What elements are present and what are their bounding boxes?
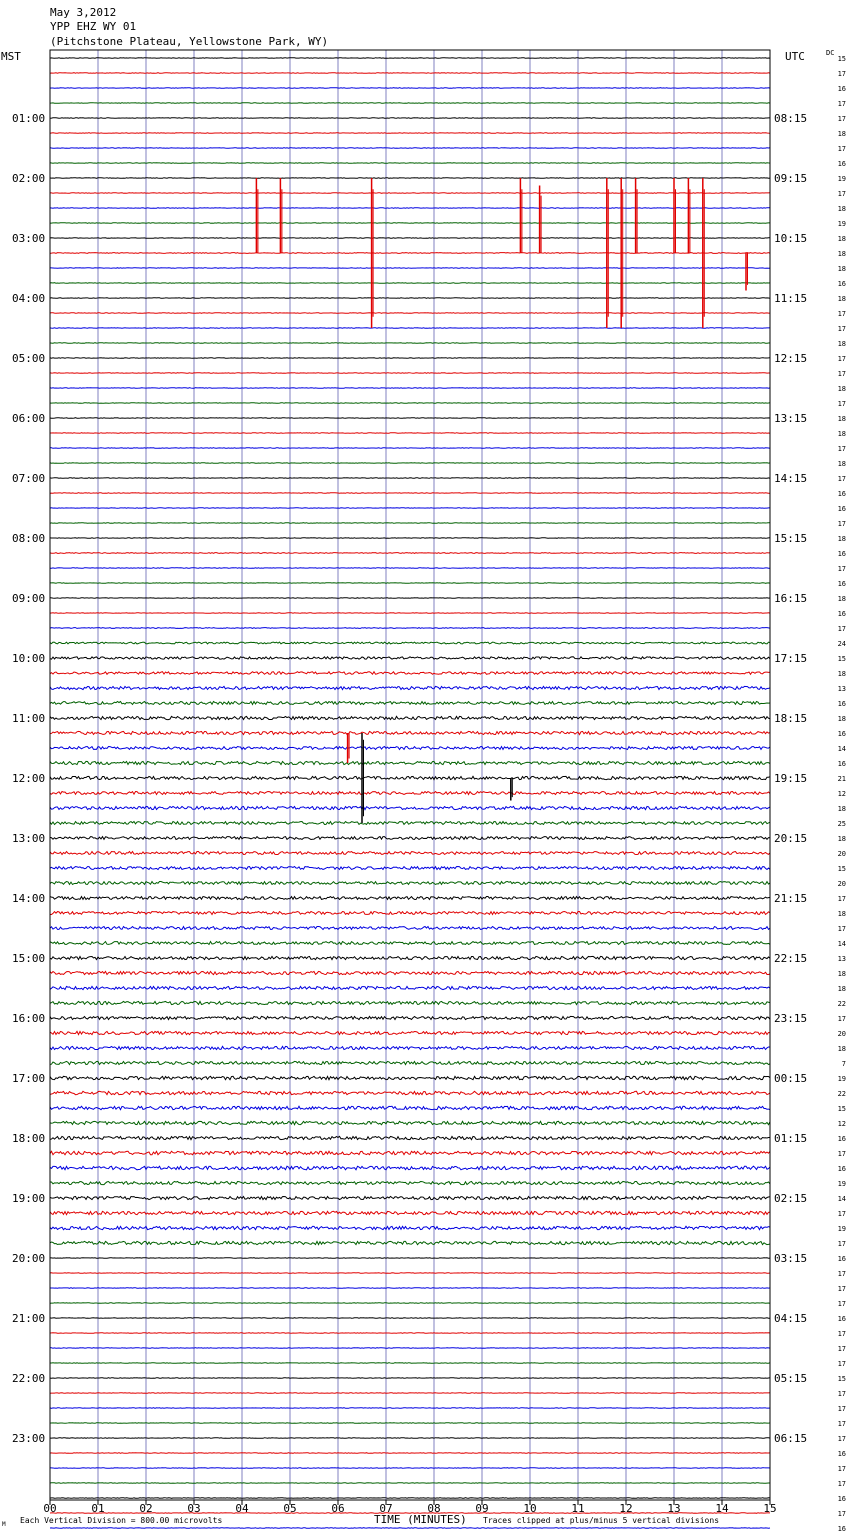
seismic-trace bbox=[50, 1333, 770, 1334]
seismic-trace bbox=[50, 716, 770, 719]
seismic-trace bbox=[50, 163, 770, 164]
mst-hour-label: 02:00 bbox=[12, 172, 46, 185]
x-tick-label: 12 bbox=[619, 1502, 633, 1515]
seismic-trace bbox=[50, 418, 770, 419]
seismic-trace bbox=[50, 478, 770, 479]
seismic-trace bbox=[50, 613, 770, 614]
dc-offset-label: 18 bbox=[837, 295, 846, 303]
dc-offset-label: 13 bbox=[837, 685, 846, 693]
utc-hour-label: 12:15 bbox=[774, 352, 808, 365]
seismic-trace bbox=[50, 686, 770, 689]
dc-offset-label: 16 bbox=[837, 160, 846, 168]
dc-offset-label: 17 bbox=[837, 475, 846, 483]
dc-offset-label: 19 bbox=[837, 1075, 846, 1083]
dc-offset-label: 18 bbox=[837, 835, 846, 843]
mst-hour-label: 11:00 bbox=[12, 712, 46, 725]
mst-hour-label: 13:00 bbox=[12, 832, 46, 845]
dc-offset-label: 16 bbox=[837, 730, 846, 738]
seismic-trace bbox=[50, 942, 770, 945]
seismic-trace bbox=[50, 792, 770, 795]
seismic-trace bbox=[50, 1106, 770, 1109]
clip-note: Traces clipped at plus/minus 5 vertical divisions bbox=[483, 1516, 720, 1525]
seismic-trace bbox=[50, 553, 770, 554]
seismic-trace bbox=[50, 343, 770, 344]
dc-offset-label: 18 bbox=[837, 385, 846, 393]
seismic-trace bbox=[50, 1303, 770, 1304]
dc-offset-label: 13 bbox=[837, 955, 846, 963]
dc-offset-label: 18 bbox=[837, 235, 846, 243]
dc-offset-label: 16 bbox=[837, 1255, 846, 1263]
x-tick-label: 13 bbox=[667, 1502, 681, 1515]
mst-hour-label: 16:00 bbox=[12, 1012, 46, 1025]
dc-offset-label: 18 bbox=[837, 970, 846, 978]
utc-hour-label: 09:15 bbox=[774, 172, 808, 185]
seismic-trace bbox=[50, 1453, 770, 1454]
dc-offset-label: 19 bbox=[837, 1225, 846, 1233]
dc-offset-label: 16 bbox=[837, 550, 846, 558]
mst-hour-labels bbox=[12, 112, 45, 1445]
utc-hour-label: 06:15 bbox=[774, 1432, 808, 1445]
dc-offset-label: 16 bbox=[837, 1495, 846, 1503]
seismic-trace bbox=[50, 1196, 770, 1199]
seismic-trace bbox=[50, 298, 770, 299]
dc-offset-label: 17 bbox=[837, 145, 846, 153]
utc-hour-label: 13:15 bbox=[774, 412, 808, 425]
seismic-trace bbox=[50, 1091, 770, 1094]
seismic-trace bbox=[50, 313, 770, 314]
mst-hour-label: 15:00 bbox=[12, 952, 46, 965]
seismic-trace bbox=[50, 1378, 770, 1379]
seismic-trace bbox=[50, 971, 770, 974]
seismic-trace bbox=[50, 118, 770, 119]
utc-hour-label: 19:15 bbox=[774, 772, 808, 785]
seismic-trace bbox=[50, 731, 770, 734]
utc-hour-label: 00:15 bbox=[774, 1072, 808, 1085]
dc-offset-label: 18 bbox=[837, 430, 846, 438]
dc-offset-label: 18 bbox=[837, 265, 846, 273]
dc-offset-label: 15 bbox=[837, 1375, 846, 1383]
seismic-trace bbox=[50, 882, 770, 885]
dc-offset-label: 17 bbox=[837, 1150, 846, 1158]
seismic-trace bbox=[50, 1363, 770, 1364]
dc-offset-label: 17 bbox=[837, 445, 846, 453]
seismic-trace bbox=[50, 253, 770, 254]
corner-mark: M bbox=[2, 1521, 6, 1528]
dc-offset-label: 16 bbox=[837, 490, 846, 498]
seismic-trace bbox=[50, 822, 770, 825]
record-date: May 3,2012 bbox=[50, 6, 117, 19]
seismic-traces bbox=[50, 58, 770, 1534]
seismic-trace bbox=[50, 1181, 770, 1184]
seismic-trace bbox=[50, 776, 770, 779]
seismic-trace bbox=[50, 1408, 770, 1409]
mst-hour-label: 22:00 bbox=[12, 1372, 46, 1385]
seismic-trace bbox=[50, 1166, 770, 1170]
seismic-trace bbox=[50, 702, 770, 705]
dc-offset-label: 12 bbox=[837, 1120, 846, 1128]
seismic-trace bbox=[50, 268, 770, 269]
seismic-trace bbox=[50, 852, 770, 855]
seismic-trace bbox=[50, 178, 770, 179]
seismic-trace bbox=[50, 388, 770, 389]
seismic-trace bbox=[50, 223, 770, 224]
seismic-trace bbox=[50, 448, 770, 449]
x-tick-label: 02 bbox=[139, 1502, 153, 1515]
seismic-trace bbox=[50, 1016, 770, 1019]
dc-offset-label: 20 bbox=[837, 850, 846, 858]
seismic-trace bbox=[50, 1211, 770, 1214]
seismic-trace bbox=[50, 912, 770, 915]
mst-hour-label: 20:00 bbox=[12, 1252, 46, 1265]
x-tick-label: 05 bbox=[283, 1502, 297, 1515]
seismic-trace bbox=[50, 1423, 770, 1424]
dc-offset-label: 16 bbox=[837, 1165, 846, 1173]
dc-offset-label: 15 bbox=[837, 55, 846, 63]
utc-hour-label: 22:15 bbox=[774, 952, 808, 965]
mst-hour-label: 08:00 bbox=[12, 532, 46, 545]
seismic-trace bbox=[50, 208, 770, 209]
left-axis-title: MST bbox=[1, 50, 21, 63]
seismic-trace bbox=[50, 1076, 770, 1079]
x-tick-label: 15 bbox=[763, 1502, 777, 1515]
x-tick-label: 01 bbox=[91, 1502, 105, 1515]
seismic-trace bbox=[50, 897, 770, 900]
utc-hour-label: 01:15 bbox=[774, 1132, 808, 1145]
utc-hour-label: 08:15 bbox=[774, 112, 808, 125]
dc-offset-label: 14 bbox=[837, 940, 846, 948]
scale-note: Each Vertical Division = 800.00 microvolts bbox=[20, 1516, 223, 1525]
dc-label: DC bbox=[826, 49, 835, 57]
dc-offset-label: 17 bbox=[837, 520, 846, 528]
dc-offset-label: 22 bbox=[837, 1000, 846, 1008]
mst-hour-label: 01:00 bbox=[12, 112, 46, 125]
x-tick-label: 11 bbox=[571, 1502, 585, 1515]
seismic-trace bbox=[50, 598, 770, 599]
seismic-trace bbox=[50, 747, 770, 750]
seismic-trace bbox=[50, 508, 770, 509]
dc-offset-label: 16 bbox=[837, 760, 846, 768]
dc-offset-label: 16 bbox=[837, 700, 846, 708]
dc-offset-label: 17 bbox=[837, 1435, 846, 1443]
dc-offset-label: 17 bbox=[837, 355, 846, 363]
right-axis-title: UTC bbox=[785, 50, 805, 63]
dc-offset-label: 16 bbox=[837, 1315, 846, 1323]
dc-offset-label: 17 bbox=[837, 100, 846, 108]
dc-offset-label: 17 bbox=[837, 1330, 846, 1338]
station-location: (Pitchstone Plateau, Yellowstone Park, WY) bbox=[50, 35, 329, 48]
dc-offset-label: 19 bbox=[837, 175, 846, 183]
dc-offset-label: 20 bbox=[837, 1030, 846, 1038]
station-name: YPP EHZ WY 01 bbox=[50, 20, 137, 33]
dc-offset-label: 17 bbox=[837, 370, 846, 378]
mst-hour-label: 17:00 bbox=[12, 1072, 46, 1085]
seismic-trace bbox=[50, 1273, 770, 1274]
seismic-trace bbox=[50, 538, 770, 539]
mst-hour-label: 03:00 bbox=[12, 232, 46, 245]
dc-offset-label: 19 bbox=[837, 220, 846, 228]
dc-offset-label: 17 bbox=[837, 1285, 846, 1293]
dc-offset-label: 18 bbox=[837, 910, 846, 918]
utc-hour-label: 23:15 bbox=[774, 1012, 808, 1025]
seismic-trace bbox=[50, 628, 770, 629]
seismic-trace bbox=[50, 1498, 770, 1499]
dc-offset-label: 17 bbox=[837, 1210, 846, 1218]
seismic-trace bbox=[50, 1046, 770, 1049]
utc-hour-label: 21:15 bbox=[774, 892, 808, 905]
dc-offset-label: 14 bbox=[837, 1195, 846, 1203]
dc-offset-label: 18 bbox=[837, 340, 846, 348]
x-tick-label: 14 bbox=[715, 1502, 729, 1515]
mst-hour-label: 19:00 bbox=[12, 1192, 46, 1205]
x-tick-label: 03 bbox=[187, 1502, 201, 1515]
seismic-trace bbox=[50, 1136, 770, 1139]
utc-hour-label: 03:15 bbox=[774, 1252, 808, 1265]
seismic-trace bbox=[50, 1241, 770, 1244]
dc-offset-label: 14 bbox=[837, 745, 846, 753]
dc-offset-label: 18 bbox=[837, 1045, 846, 1053]
dc-offset-label: 19 bbox=[837, 1180, 846, 1188]
utc-hour-label: 10:15 bbox=[774, 232, 808, 245]
utc-hour-label: 16:15 bbox=[774, 592, 808, 605]
seismic-trace bbox=[50, 433, 770, 434]
seismic-trace bbox=[50, 1483, 770, 1484]
seismic-trace bbox=[50, 657, 770, 659]
seismic-trace bbox=[50, 133, 770, 134]
dc-offset-label: 17 bbox=[837, 400, 846, 408]
dc-offset-label: 18 bbox=[837, 250, 846, 258]
seismic-trace bbox=[50, 806, 770, 809]
seismic-trace bbox=[50, 373, 770, 374]
dc-offset-label: 18 bbox=[837, 595, 846, 603]
seismic-trace bbox=[50, 761, 770, 764]
mst-hour-label: 09:00 bbox=[12, 592, 46, 605]
dc-offset-label: 17 bbox=[837, 565, 846, 573]
utc-hour-label: 15:15 bbox=[774, 532, 808, 545]
utc-hour-label: 18:15 bbox=[774, 712, 808, 725]
seismic-trace bbox=[50, 238, 770, 239]
dc-offset-label: 17 bbox=[837, 325, 846, 333]
dc-offset-label: 16 bbox=[837, 1525, 846, 1533]
dc-offset-label: 18 bbox=[837, 670, 846, 678]
dc-offset-label: 20 bbox=[837, 880, 846, 888]
dc-offset-label: 16 bbox=[837, 280, 846, 288]
dc-offset-label: 16 bbox=[837, 1450, 846, 1458]
seismic-trace bbox=[50, 403, 770, 404]
dc-offset-label: 15 bbox=[837, 655, 846, 663]
seismic-trace bbox=[50, 1061, 770, 1064]
seismic-trace bbox=[50, 148, 770, 149]
seismic-trace bbox=[50, 956, 770, 959]
dc-offset-label: 16 bbox=[837, 85, 846, 93]
dc-offset-label: 17 bbox=[837, 1420, 846, 1428]
dc-offset-label: 7 bbox=[841, 1060, 846, 1068]
dc-offset-label: 17 bbox=[837, 1300, 846, 1308]
dc-offset-label: 17 bbox=[837, 925, 846, 933]
dc-offset-label: 16 bbox=[837, 610, 846, 618]
mst-hour-label: 06:00 bbox=[12, 412, 46, 425]
dc-offset-label: 21 bbox=[837, 775, 846, 783]
mst-hour-label: 14:00 bbox=[12, 892, 46, 905]
seismic-trace bbox=[50, 642, 770, 644]
dc-offset-label: 18 bbox=[837, 715, 846, 723]
x-tick-label: 09 bbox=[475, 1502, 489, 1515]
seismic-trace bbox=[50, 1528, 770, 1529]
seismic-trace bbox=[50, 463, 770, 464]
seismic-trace bbox=[50, 867, 770, 870]
mst-hour-label: 18:00 bbox=[12, 1132, 46, 1145]
seismic-trace bbox=[50, 583, 770, 584]
dc-offset-label: 17 bbox=[837, 1240, 846, 1248]
dc-offset-label: 22 bbox=[837, 1090, 846, 1098]
dc-offset-labels bbox=[838, 55, 846, 1534]
x-tick-label: 08 bbox=[427, 1502, 441, 1515]
seismic-trace bbox=[50, 358, 770, 359]
utc-hour-label: 05:15 bbox=[774, 1372, 808, 1385]
seismic-trace bbox=[50, 1151, 770, 1155]
seismic-trace bbox=[50, 88, 770, 89]
seismic-trace bbox=[50, 1258, 770, 1259]
seismic-trace bbox=[50, 986, 770, 989]
utc-hour-label: 14:15 bbox=[774, 472, 808, 485]
seismic-trace bbox=[50, 103, 770, 104]
mst-hour-label: 04:00 bbox=[12, 292, 46, 305]
dc-offset-label: 17 bbox=[837, 1465, 846, 1473]
x-tick-label: 07 bbox=[379, 1502, 393, 1515]
dc-offset-label: 16 bbox=[837, 505, 846, 513]
dc-offset-label: 17 bbox=[837, 895, 846, 903]
dc-offset-label: 18 bbox=[837, 460, 846, 468]
mst-hour-label: 21:00 bbox=[12, 1312, 46, 1325]
utc-hour-label: 11:15 bbox=[774, 292, 808, 305]
dc-offset-label: 25 bbox=[837, 820, 846, 828]
seismic-trace bbox=[50, 1001, 770, 1004]
dc-offset-label: 12 bbox=[837, 790, 846, 798]
dc-offset-label: 17 bbox=[837, 1480, 846, 1488]
mst-hour-label: 12:00 bbox=[12, 772, 46, 785]
dc-offset-label: 18 bbox=[837, 205, 846, 213]
dc-offset-label: 15 bbox=[837, 865, 846, 873]
dc-offset-label: 18 bbox=[837, 130, 846, 138]
seismic-trace bbox=[50, 1438, 770, 1439]
seismic-trace bbox=[50, 672, 770, 675]
dc-offset-label: 17 bbox=[837, 1405, 846, 1413]
dc-offset-label: 18 bbox=[837, 985, 846, 993]
utc-hour-label: 20:15 bbox=[774, 832, 808, 845]
dc-offset-label: 17 bbox=[837, 1360, 846, 1368]
dc-offset-label: 17 bbox=[837, 1270, 846, 1278]
seismic-trace bbox=[50, 1031, 770, 1034]
dc-offset-label: 18 bbox=[837, 535, 846, 543]
utc-hour-label: 04:15 bbox=[774, 1312, 808, 1325]
dc-offset-label: 17 bbox=[837, 1345, 846, 1353]
utc-hour-label: 17:15 bbox=[774, 652, 808, 665]
dc-offset-label: 17 bbox=[837, 115, 846, 123]
x-tick-label: 04 bbox=[235, 1502, 249, 1515]
mst-hour-label: 23:00 bbox=[12, 1432, 46, 1445]
seismic-trace bbox=[50, 73, 770, 74]
x-tick-label: 10 bbox=[523, 1502, 537, 1515]
seismic-trace bbox=[50, 493, 770, 494]
dc-offset-label: 17 bbox=[837, 1510, 846, 1518]
dc-offset-label: 15 bbox=[837, 1105, 846, 1113]
dc-offset-label: 18 bbox=[837, 415, 846, 423]
seismic-trace bbox=[50, 1121, 770, 1124]
seismic-trace bbox=[50, 283, 770, 284]
dc-offset-label: 17 bbox=[837, 190, 846, 198]
dc-offset-label: 17 bbox=[837, 70, 846, 78]
dc-offset-label: 18 bbox=[837, 805, 846, 813]
mst-hour-label: 05:00 bbox=[12, 352, 46, 365]
mst-hour-label: 07:00 bbox=[12, 472, 46, 485]
dc-offset-label: 17 bbox=[837, 625, 846, 633]
seismic-trace bbox=[50, 328, 770, 329]
seismic-trace bbox=[50, 568, 770, 569]
seismic-trace bbox=[50, 1288, 770, 1289]
seismic-trace bbox=[50, 1393, 770, 1394]
seismic-trace bbox=[50, 1226, 770, 1229]
dc-offset-label: 17 bbox=[837, 1390, 846, 1398]
x-axis-label: TIME (MINUTES) bbox=[374, 1513, 467, 1526]
seismic-trace bbox=[50, 523, 770, 524]
seismic-trace bbox=[50, 1348, 770, 1349]
seismic-trace bbox=[50, 837, 770, 840]
dc-offset-label: 24 bbox=[837, 640, 846, 648]
utc-hour-label: 02:15 bbox=[774, 1192, 808, 1205]
x-tick-label: 00 bbox=[43, 1502, 57, 1515]
mst-hour-label: 10:00 bbox=[12, 652, 46, 665]
seismic-trace bbox=[50, 1318, 770, 1319]
dc-offset-label: 16 bbox=[837, 1135, 846, 1143]
seismic-trace bbox=[50, 1468, 770, 1469]
dc-offset-label: 17 bbox=[837, 310, 846, 318]
seismic-trace bbox=[50, 193, 770, 194]
dc-offset-label: 16 bbox=[837, 580, 846, 588]
utc-hour-labels bbox=[774, 112, 807, 1445]
seismic-trace bbox=[50, 58, 770, 59]
x-tick-label: 06 bbox=[331, 1502, 345, 1515]
seismic-trace bbox=[50, 927, 770, 930]
dc-offset-label: 17 bbox=[837, 1015, 846, 1023]
